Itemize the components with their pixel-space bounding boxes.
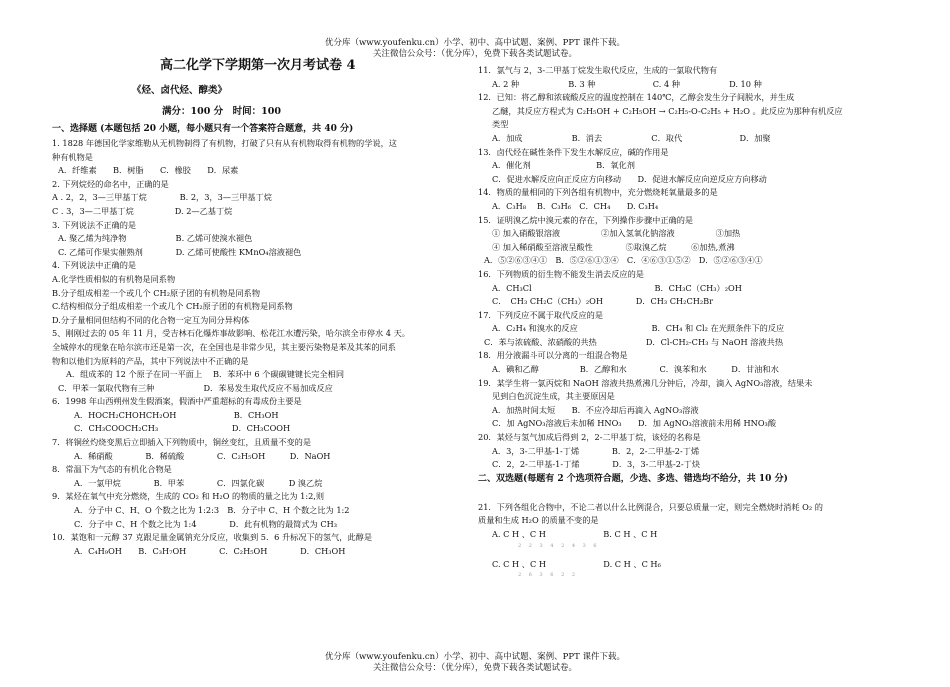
question-line: A．C₃H₈ B．C₃H₆ C．CH₄ D. C₃H₄ bbox=[492, 200, 659, 211]
question-line: 类型 bbox=[492, 119, 509, 130]
question-line: A．⑤②⑥③④① B．⑤②⑥①③④ C．④⑥③①⑤② D．⑤②⑥③④① bbox=[484, 255, 763, 266]
question-line: A．组成苯的 12 个原子在同一平面上 B．苯环中 6 个碳碳键键长完全相同 bbox=[66, 369, 345, 380]
question-line: C. C H 、C H D. C H 、C H₆ bbox=[492, 558, 661, 569]
question-line: 质量和生成 H₂O 的质量不变的是 bbox=[478, 515, 599, 526]
question-line: A．3，3-二甲基-1-丁烯 B．2，2-二甲基-2-丁烯 bbox=[492, 445, 700, 456]
exam-title: 高二化学下学期第一次月考试卷 4 bbox=[160, 58, 356, 73]
question-line: C．加 AgNO₃溶液后未加稀 HNO₃ D．加 AgNO₃溶液前未用稀 HNO₃酸 bbox=[492, 418, 777, 429]
question-line: ④ 加入稀硝酸至溶液呈酸性 ⑤取溴乙烷 ⑥加热,煮沸 bbox=[492, 241, 735, 252]
question-line: D.分子量相同但结构不同的化合物一定互为同分异构体 bbox=[52, 314, 250, 325]
exam-subtitle: 《烃、卤代烃、醇类》 bbox=[132, 85, 228, 96]
page-footer bbox=[0, 652, 950, 674]
question-line: C．分子中 C、H 个数之比为 1:4 D．此有机物的最简式为 CH₃ bbox=[74, 518, 338, 529]
question-line: A．一氯甲烷 B．甲苯 C．四氯化碳 D 溴乙烷 bbox=[74, 477, 323, 488]
question-line bbox=[478, 487, 898, 501]
question-line: 17．下列反应不属于取代反应的是 bbox=[478, 309, 604, 320]
question-line: 4. 下列说法中正确的是 bbox=[52, 260, 137, 271]
question-line: A．分子中 C、H、O 个数之比为 1:2:3 B．分子中 C、H 个数之比为 1:2 bbox=[74, 505, 350, 516]
right-question-list bbox=[478, 64, 898, 579]
exam-score-time: 满分：100 分 时间：100 bbox=[162, 106, 281, 117]
question-line: 20．某烃与氢气加成后得到 2，2-二甲基丁烷，该烃的名称是 bbox=[478, 432, 701, 443]
question-line: A. 2 种 B. 3 种 C. 4 种 D. 10 种 bbox=[492, 78, 762, 89]
question-line: A．碘和乙醇 B．乙醇和水 C．溴苯和水 D．甘油和水 bbox=[492, 364, 779, 375]
right-column bbox=[478, 64, 898, 579]
question-line: 2 2 3 4 2 4 3 6 bbox=[518, 542, 600, 549]
question-line: 6．1998 年山西朔州发生假酒案，假酒中严重超标的有毒成份主要是 bbox=[52, 396, 302, 407]
question-line: 2. 下列烷烃的命名中，正确的是 bbox=[52, 178, 169, 189]
question-line: 3. 下列说法不正确的是 bbox=[52, 219, 137, 230]
question-line: A．C₂H₄ 和溴水的反应 B．CH₄ 和 Cl₂ 在光照条件下的反应 bbox=[492, 323, 785, 334]
question-line: A．稀硝酸 B．稀硫酸 C．C₂H₅OH D．NaOH bbox=[74, 450, 331, 461]
question-line: 种有机物是 bbox=[52, 151, 93, 162]
section-heading: 一、选择题 (本题包括 20 小题，每小题只有一个答案符合题意，共 40 分) bbox=[52, 124, 354, 134]
question-line: A．CH₃Cl B．CH₃C（CH₃）₂OH bbox=[492, 282, 742, 293]
question-line: A．纤维素 B．树脂 C．橡胶 D．尿素 bbox=[58, 165, 239, 176]
question-line: 21．下列各组化合物中，不论二者以什么比例混合，只要总质量一定，则完全燃烧时消耗 O₂ 的 bbox=[478, 501, 823, 512]
left-column bbox=[52, 52, 470, 558]
question-line: A．C₄H₉OH B．C₃H₇OH C．C₂H₅OH D．CH₃OH bbox=[74, 545, 346, 556]
question-line: 10．某饱和一元醇 37 克跟足量金属钠充分反应，收集到 5．6 升标况下的氢气，此醇是 bbox=[52, 532, 373, 543]
question-line: 5、刚刚过去的 05 年 11 月，受吉林石化爆炸事故影响、松花江水遭污染，哈尔滨全市停水 4 天。 bbox=[52, 328, 410, 339]
question-line: A . 2，2，3—三甲基丁烷 B. 2，3，3—三甲基丁烷 bbox=[52, 192, 272, 203]
question-line: C．促进水解反应向正反应方向移动 D．促进水解反应向逆反应方向移动 bbox=[492, 173, 767, 184]
question-line: 12．已知：将乙醇和浓硫酸反应的温度控制在 140℃，乙醇会发生分子间脱水，并生成 bbox=[478, 92, 795, 103]
question-line: 11．氯气与 2，3-二甲基丁烷发生取代反应，生成的一氯取代物有 bbox=[478, 65, 718, 75]
question-line: ① 加入硝酸银溶液 ②加入氢氧化钠溶液 ③加热 bbox=[492, 228, 741, 239]
question-line: A. C H 、C H B. C H 、C H bbox=[492, 529, 658, 539]
question-line: A. 聚乙烯为纯净物 B. 乙烯可使溴水褪色 bbox=[58, 233, 253, 244]
question-line: C．2，2-二甲基-1-丁烯 D．3，3-二甲基-2-丁炔 bbox=[492, 459, 701, 470]
question-line: 8．常温下为气态的有机化合物是 bbox=[52, 464, 172, 475]
section-heading: 二、双选题(每题有 2 个选项符合题，少选、多选、错选均不给分，共 10 分) bbox=[478, 473, 788, 484]
question-line: A．HOCH₂CHOHCH₂OH B．CH₃OH bbox=[74, 409, 279, 420]
question-line: C．甲苯一氯取代物有三种 D．苯易发生取代反应不易加成反应 bbox=[58, 382, 333, 393]
question-line bbox=[478, 550, 898, 558]
left-question-list bbox=[52, 122, 470, 558]
question-line: A．加成 B．消去 C．取代 D．加聚 bbox=[492, 132, 771, 143]
question-line: A．催化剂 B．氧化剂 bbox=[492, 160, 635, 171]
question-line: C．苯与浓硫酸、浓硝酸的共热 D．Cl-CH₂-CH₃ 与 NaOH 溶液共热 bbox=[484, 336, 784, 347]
question-line: 9．某烃在氧气中充分燃烧，生成的 CO₂ 和 H₂O 的物质的量之比为 1:2,则 bbox=[52, 491, 325, 502]
question-line: 见到白色沉淀生成，其主要原因是 bbox=[492, 391, 615, 402]
question-line: 7．将铜丝灼烧变黑后立即插入下列物质中，铜丝变红，且质量不变的是 bbox=[52, 437, 312, 448]
footer-line-2: 关注微信公众号：（优分库），免费下载各类试题试卷。 bbox=[372, 663, 577, 673]
question-line: 19．某学生将一氯丙烷和 NaOH 溶液共热煮沸几分钟后，冷却，滴入 AgNO₃溶液，结果未 bbox=[478, 377, 813, 388]
question-line: C. 乙烯可作果实催熟剂 D. 乙烯可使酸性 KMnO₄溶液褪色 bbox=[58, 246, 302, 257]
question-line: 全城停水的现象在哈尔滨市还是第一次，在全国也是非常少见，其主要污染物是苯及其苯的同系 bbox=[52, 341, 396, 352]
header-line-2: 关注微信公众号：（优分库），免费下载各类试题试卷。 bbox=[372, 49, 577, 59]
question-line: C . 3，3—二甲基丁烷 D. 2—乙基丁烷 bbox=[52, 205, 233, 216]
question-line: B.分子组成相差一个或几个 CH₂原子团的有机物是同系物 bbox=[52, 287, 261, 298]
question-line: A.化学性质相似的有机物是同系物 bbox=[52, 273, 176, 284]
question-line: 1. 1828 年德国化学家维勒从无机物制得了有机物，打破了只有从有机物取得有机物的学说，这 bbox=[52, 138, 397, 148]
question-line: 13．卤代烃在碱性条件下发生水解反应，碱的作用是 bbox=[478, 146, 669, 157]
question-line: 物和以他们为原料的产品，其中下列说法中不正确的是 bbox=[52, 355, 249, 366]
question-line: 15．证明溴乙烷中溴元素的存在，下列操作步骤中正确的是 bbox=[478, 214, 694, 225]
question-line: C．CH₃COOCH₂CH₃ D．CH₃COOH bbox=[74, 423, 291, 434]
header-line-1: 优分库（www.youfenku.cn）小学、初中、高中试题、案例、PPT 课件下载。 bbox=[325, 38, 625, 48]
question-line: 18．用分液漏斗可以分离的一组混合物是 bbox=[478, 350, 628, 361]
question-line: 14．物质的量相同的下列各组有机物中，充分燃烧耗氧量最多的是 bbox=[478, 187, 718, 198]
question-line: C． CH₃ CH₂C（CH₃）₂OH D．CH₃ CH₂CH₂Br bbox=[492, 296, 714, 307]
question-line: A．加热时间太短 B．不应冷却后再滴入 AgNO₃溶液 bbox=[492, 404, 699, 415]
question-line: 2 6 3 6 2 2 bbox=[518, 572, 579, 579]
question-line: 乙醚，其反应方程式为 C₂H₅OH + C₂H₅OH → C₂H₅-O-C₂H₅ + H₂O 。此反应为那种有机反应 bbox=[492, 105, 843, 116]
question-line: 16．下列物质的衍生物不能发生消去反应的是 bbox=[478, 268, 644, 279]
question-line: C.结构相似分子组成相差一个或几个 CH₂原子团的有机物是同系物 bbox=[52, 301, 293, 312]
footer-line-1: 优分库（www.youfenku.cn）小学、初中、高中试题、案例、PPT 课件下载。 bbox=[325, 652, 625, 662]
